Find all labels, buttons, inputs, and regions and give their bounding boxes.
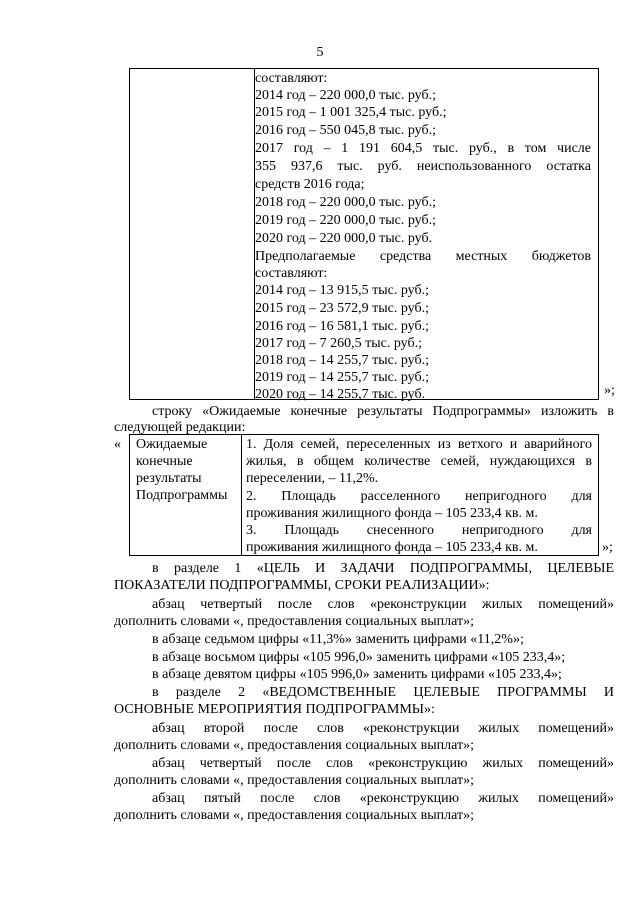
funding-line: 2016 год – 550 045,8 тыс. руб.; [255, 123, 436, 138]
paragraph-line: дополнить словами «, предоставления социальных выплат»; [114, 614, 475, 629]
funding-line: Предполагаемые средства местных бюджетов [255, 249, 591, 264]
table2-open-quote: « [114, 437, 121, 452]
table2-closing-quote: »; [602, 540, 613, 555]
funding-line: 2018 год – 220 000,0 тыс. руб.; [255, 195, 436, 210]
table1-closing-quote: »; [604, 383, 615, 398]
paragraph-line: в абзаце девятом цифры «105 996,0» заменить цифрами «105 233,4»; [152, 667, 562, 682]
paragraph-line: ОСНОВНЫЕ МЕРОПРИЯТИЯ ПОДПРОГРАММЫ»: [114, 702, 435, 717]
funding-line: 2020 год – 14 255,7 тыс. руб. [255, 387, 426, 402]
results-heading-line: конечные [136, 454, 193, 469]
page-number: 5 [316, 45, 324, 60]
funding-line: средств 2016 года; [255, 177, 365, 192]
funding-line: 2020 год – 220 000,0 тыс. руб. [255, 231, 433, 246]
funding-line: 2014 год – 220 000,0 тыс. руб.; [255, 88, 436, 103]
funding-line: 2018 год – 14 255,7 тыс. руб.; [255, 353, 429, 368]
paragraph-line: дополнить словами «, предоставления социальных выплат»; [114, 738, 475, 753]
funding-line: 2017 год – 1 191 604,5 тыс. руб., в том числе [255, 141, 591, 156]
results-heading-line: Подпрограммы [136, 488, 228, 503]
paragraph-line: строку «Ожидаемые конечные результаты Подпрограммы» изложить в [152, 404, 614, 419]
funding-line: 2019 год – 220 000,0 тыс. руб.; [255, 213, 436, 228]
funding-line: 2017 год – 7 260,5 тыс. руб.; [255, 336, 422, 351]
paragraph-line: в абзаце восьмом цифры «105 996,0» заменить цифрами «105 233,4»; [152, 650, 566, 665]
paragraph-line: абзац второй после слов «реконструкции жилых помещений» [152, 721, 614, 736]
results-line: переселении, – 11,2%. [246, 471, 379, 486]
paragraph-line: абзац пятый после слов «реконструкцию жилых помещений» [152, 791, 614, 806]
funding-line: составляют: [255, 266, 328, 281]
paragraph-line: дополнить словами «, предоставления социальных выплат»; [114, 808, 475, 823]
funding-line: 2015 год – 1 001 325,4 тыс. руб.; [255, 105, 447, 120]
paragraph-line: следующей редакции: [114, 420, 246, 435]
paragraph-line: абзац четвертый после слов «реконструкции жилых помещений» [152, 597, 614, 612]
results-line: 3. Площадь снесенного непригодного для [246, 523, 592, 538]
paragraph-line: в абзаце седьмом цифры «11,3%» заменить цифрами «11,2%»; [152, 632, 524, 647]
funding-line: 2016 год – 16 581,1 тыс. руб.; [255, 319, 429, 334]
results-line: проживания жилищного фонда – 105 233,4 кв. м. [246, 540, 538, 555]
results-line: жилья, в общем количестве семей, нуждающихся в [246, 454, 592, 469]
paragraph-line: дополнить словами «, предоставления социальных выплат»; [114, 773, 475, 788]
paragraph-line: в разделе 1 «ЦЕЛЬ И ЗАДАЧИ ПОДПРОГРАММЫ, ЦЕЛЕВЫЕ [152, 561, 614, 576]
funding-line: 2019 год – 14 255,7 тыс. руб.; [255, 370, 429, 385]
funding-table-left-cell [130, 69, 255, 399]
results-line: 1. Доля семей, переселенных из ветхого и аварийного [246, 437, 592, 452]
funding-line: составляют: [255, 71, 328, 86]
paragraph-line: в разделе 2 «ВЕДОМСТВЕННЫЕ ЦЕЛЕВЫЕ ПРОГРАММЫ И [152, 685, 614, 700]
results-line: проживания жилищного фонда – 105 233,4 кв. м. [246, 506, 538, 521]
funding-line: 2015 год – 23 572,9 тыс. руб.; [255, 301, 429, 316]
results-table-heading [136, 436, 241, 504]
funding-line: 2014 год – 13 915,5 тыс. руб.; [255, 283, 429, 298]
funding-line: 355 937,6 тыс. руб. неиспользованного остатка [255, 159, 591, 174]
results-line: 2. Площадь расселенного непригодного для [246, 489, 592, 504]
results-heading-line: результаты [136, 471, 202, 486]
paragraph-line: ПОКАЗАТЕЛИ ПОДПРОГРАММЫ, СРОКИ РЕАЛИЗАЦИИ»: [114, 578, 490, 593]
paragraph-line: абзац четвертый после слов «реконструкцию жилых помещений» [152, 756, 614, 771]
results-heading-line: Ожидаемые [136, 437, 208, 452]
